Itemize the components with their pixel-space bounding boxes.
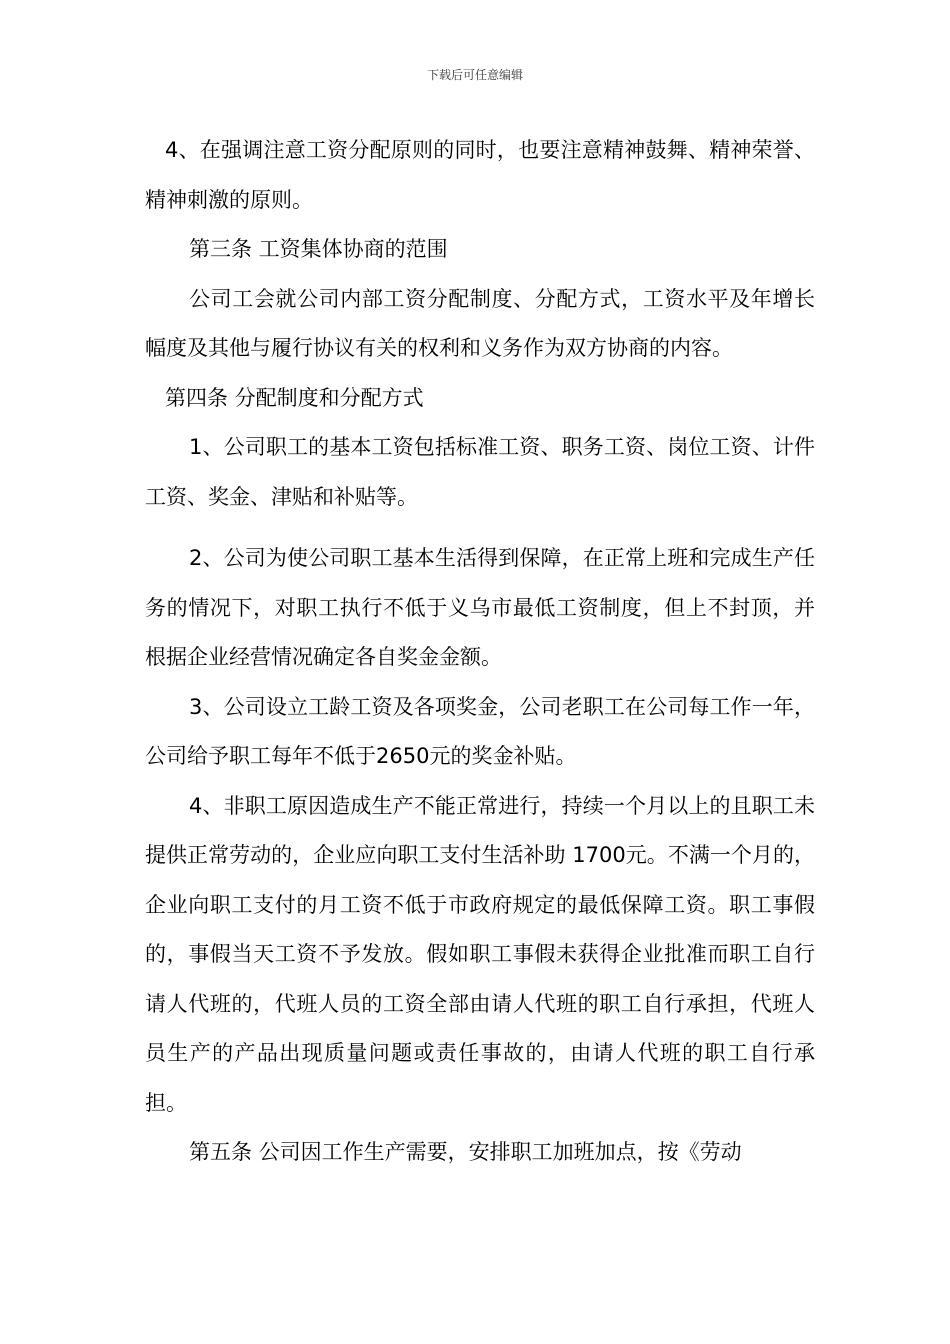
article-3-heading: 第三条 工资集体协商的范围 [189,237,448,261]
paragraph-item-2: 2、公司为使公司职工基本生活得到保障，在正常上班和完成生产任务的情况下，对职工执行不低于义乌市最低工资制度，但上不封顶，并根据企业经营情况确定各自奖金金额。 [145,546,815,669]
document-body [145,126,815,1178]
paragraph-item-3: 3、公司设立工龄工资及各项奖金，公司老职工在公司每工作一年，公司给予职工每年不低于2650元的奖金补贴。 [145,694,815,768]
paragraph-principle-4: 4、在强调注意工资分配原则的同时，也要注意精神鼓舞、精神荣誉、精神刺激的原则。 [145,138,815,212]
page-header-note: 下载后可任意编辑 [426,68,523,82]
article-5-paragraph: 第五条 公司因工作生产需要，安排职工加班加点，按《劳动 [189,1140,742,1164]
paragraph-negotiation-scope: 公司工会就公司内部工资分配制度、分配方式，工资水平及年增长幅度及其他与履行协议有关的权利和义务作为双方协商的内容。 [145,286,815,360]
paragraph-item-4: 4、非职工原因造成生产不能正常进行，持续一个月以上的且职工未提供正常劳动的，企业应向职工支付生活补助 1700元。不满一个月的，企业向职工支付的月工资不低于市政府规定的最低保障工资。职工事假的，事假当天工资不予发放。假如职工事假未获得企业批准而职工自行请人代班的，代班人员的工资全部由请人代班的职工自行承担，代班人员生产的产品出现质量问题或责任事故的，由请人代班的职工自行承担。 [145,793,815,1115]
paragraph-item-1: 1、公司职工的基本工资包括标准工资、职务工资、岗位工资、计件工资、奖金、津贴和补贴等。 [145,435,815,509]
article-4-heading: 第四条 分配制度和分配方式 [165,385,424,410]
